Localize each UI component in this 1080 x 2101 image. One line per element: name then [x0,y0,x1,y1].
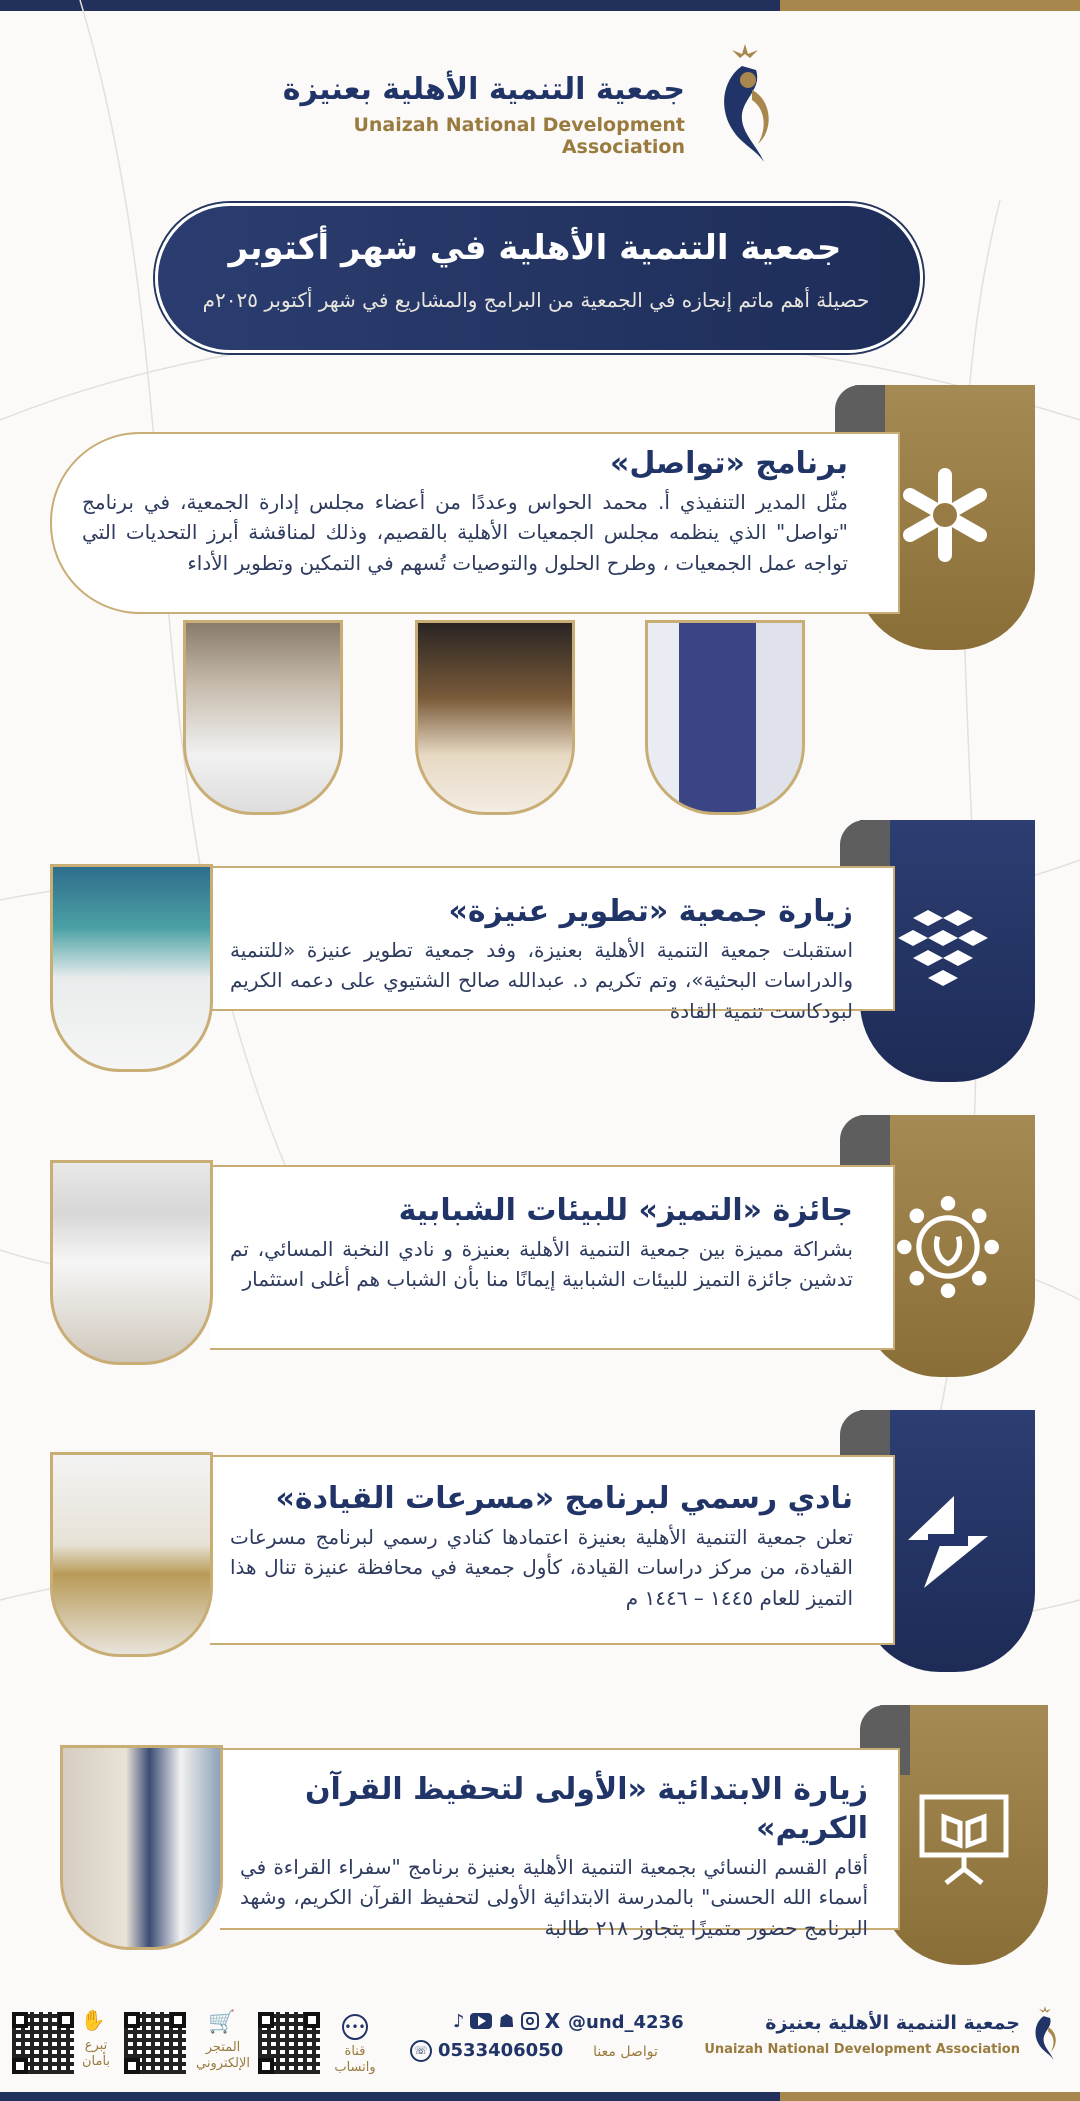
banner-subtitle: حصيلة أهم ماتم إنجازه في الجمعية من البرامج والمشاريع في شهر أكتوبر ٢٠٢٥م [202,288,870,312]
section-3-panel [210,1165,895,1350]
section-1-photo-welcome-banner [645,620,805,815]
footer-logo-icon [1030,2004,1060,2062]
footer-org-name-arabic: جمعية التنمية الأهلية بعنيزة [765,2012,1020,2034]
donate-hand-icon: ✋ [80,2008,106,2032]
month-banner [155,203,923,353]
x-twitter-icon[interactable]: X [544,2009,560,2033]
bottom-accent-bar [0,2092,1080,2101]
whatsapp-channel-label: قناة واتساب [334,2044,376,2075]
whatsapp-icon[interactable]: ☏ [410,2040,432,2062]
section-3-body: بشراكة مميزة بين جمعية التنمية الأهلية بعنيزة و نادي النخبة المسائي، تم تدشين جائزة التميز للبيئات الشبابية إيمانًا منا بأن الشباب هم أغلى استثمار [230,1237,853,1292]
section-1-photo-conference-hall [415,620,575,815]
section-3-photo-group [50,1160,213,1365]
youtube-icon[interactable] [470,2013,492,2029]
cubes-icon [898,900,998,1000]
org-name-english: Unaizah National Development Association [353,114,685,158]
asterisk-icon [895,465,995,565]
banner-title: جمعية التنمية الأهلية في شهر أكتوبر [228,228,842,268]
shopping-cart-icon: 🛒 [208,2010,236,2035]
tiktok-icon[interactable]: ♪ [452,2010,465,2032]
section-1-panel [50,432,900,614]
footer [0,1990,1080,2090]
section-2-title: زيارة جمعية «تطوير عنيزة» [448,894,853,929]
whatsapp-channel-qr[interactable] [258,2012,320,2074]
instagram-icon[interactable] [521,2012,539,2030]
association-logo-icon [712,40,778,166]
whatsapp-channel-icon: ••• [342,2014,368,2040]
phone-number[interactable]: 0533406050 [438,2040,564,2061]
store-label: المتجر الإلكتروني [196,2040,250,2071]
org-name-arabic: جمعية التنمية الأهلية بعنيزة [282,72,685,107]
section-1-photo-meeting-table [183,620,343,815]
lightning-icon [898,1492,998,1592]
section-4-panel [210,1455,895,1645]
section-5-photo-school-event [60,1745,223,1950]
section-5-panel [220,1748,900,1940]
snapchat-icon[interactable]: ☗ [498,2010,515,2032]
presentation-icon [914,1787,1014,1887]
community-icon [896,1195,1000,1299]
donate-label: تبرع بأمان [81,2038,111,2069]
contact-label: تواصل معنا [593,2044,658,2060]
section-2-body: استقبلت جمعية التنمية الأهلية بعنيزة، وفد جمعية تطوير عنيزة «للتنمية والدراسات البحثية»، وتم تكريم د. عبدالله صالح الشتيوي على دعمه الكريم لبودكاست تنمية القادة [230,938,853,1023]
donate-qr[interactable] [12,2012,74,2074]
section-2-photo-honoring [50,864,213,1072]
section-5-body: أقام القسم النسائي بجمعية التنمية الأهلية بعنيزة برنامج "سفراء القراءة في أسماء الله الحسنى" بالمدرسة الابتدائية الأولى لتحفيظ القرآن الكريم، وشهد البرنامج حضور متميزًا يتجاوز ٢١٨ طالبة [240,1855,868,1940]
social-icons-row [410,2008,560,2034]
section-2-panel [210,866,895,1023]
section-1-title: برنامج «تواصل» [610,446,848,481]
section-5-title: زيارة الابتدائية «الأولى لتحفيظ القرآن الكريم» [304,1772,868,1846]
section-3-title: جائزة «التميز» للبيئات الشبابية [398,1193,853,1228]
section-1-body: مثّل المدير التنفيذي أ. محمد الحواس وعددًا من أعضاء مجلس إدارة الجمعية، في برنامج "تواصل" الذي ينظمه مجلس الجمعيات الأهلية بالقصيم، وذلك لمناقشة أبرز التحديات التي تواجه عمل الجمعيات ، وطرح الحلول والتوصيات تُسهم في التمكين وتطوير الأداء [82,490,848,575]
section-4-body: تعلن جمعية التنمية الأهلية بعنيزة اعتمادها كنادي رسمي لبرنامج مسرعات القيادة، من مركز دراسات القيادة، كأول جمعية في محافظة عنيزة تنال هذا التميز للعام ١٤٤٥ – ١٤٤٦ م [230,1525,853,1610]
footer-org-name-english: Unaizah National Development Association [704,2042,1020,2057]
section-4-photo-certificate [50,1452,213,1657]
store-qr[interactable] [124,2012,186,2074]
social-handle[interactable]: @und_4236 [568,2012,684,2033]
section-5-icon-tab [880,1705,1048,1965]
section-4-title: نادي رسمي لبرنامج «مسرعات القيادة» [275,1481,853,1516]
